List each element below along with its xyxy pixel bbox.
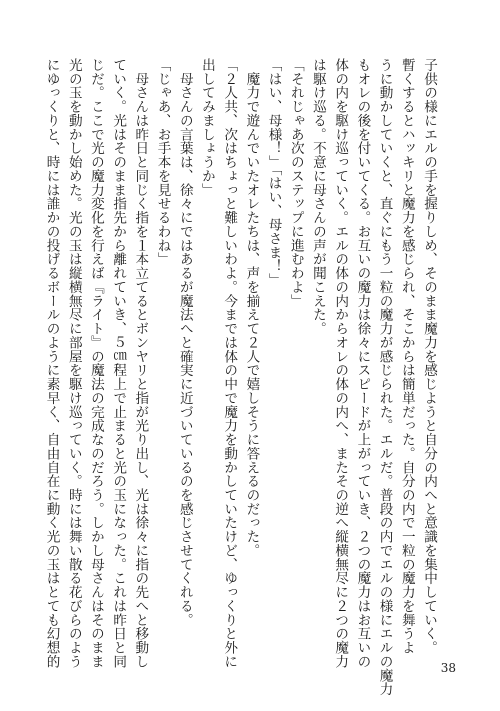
body-text xyxy=(40,58,440,697)
text-line-17: 光の玉を動かし始めた。光の玉は縦横無尽に部屋を駆け巡っていく。時には舞い散る花びらのよう xyxy=(65,58,82,669)
text-line-13: 「じゃあ、お手本を見せるわね」 xyxy=(154,58,171,267)
text-line-14: 母さんは昨日と同じく指を１本立てるとボンヤリと指が光り出し、光は徐々に指の先へと移動し xyxy=(132,58,149,669)
text-line-5: 体の内を駆け巡っていく。エルの体の内からオレの体の内へ、またその逆へ縦横無尽に２つの魔力 xyxy=(332,58,349,669)
text-line-3: うに動かしていくと、直ぐにもう一粒の魔力が感じられた。エルだ。普段の内でエルの様にエルの魔力 xyxy=(376,58,393,697)
text-line-16: じだ。ここで光の魔力変化を行えば『ライト』の魔法の完成なのだろう。しかし母さんはそのまま xyxy=(87,58,104,669)
text-line-2: 暫くするとハッキリと魔力を感じられ、そこからは簡単だった。自分の内で一粒の魔力を舞うよ xyxy=(398,58,415,655)
text-line-4: もオレの後を付いてくる。お互いの魔力は徐々にスピードが上がっていき、２つの魔力はお互いの xyxy=(354,58,371,669)
text-line-9: 魔力で遊んでいたオレたちは、声を揃えて２人で嬉しそうに答えるのだった。 xyxy=(243,58,260,558)
text-line-7: 「それじゃあ次のステップに進むわよ」 xyxy=(287,58,304,308)
text-line-11: 出してみましょうか」 xyxy=(198,58,215,197)
text-line-15: ていく。光はそのまま指先から離れていき、５㎝程上で止まると光の玉になった。これは昨日と同 xyxy=(110,58,127,669)
text-line-10: 「２人共、次はちょっと難しいわよ。今までは体の中で魔力を動かしていたけど、ゆっくりと外に xyxy=(221,58,238,669)
page-number: 38 xyxy=(440,661,456,675)
text-line-6: は駆け巡る。不意に母さんの声が聞こえた。 xyxy=(309,58,326,336)
text-line-18: にゆっくりと、時には誰かの投げるボールのように素早く、自由自在に動く光の玉はとても幻想的 xyxy=(43,58,60,669)
text-line-12: 母さんの言葉は、徐々にではあるが魔法へと確実に近づいているのを感じさせてくれる。 xyxy=(176,58,193,627)
text-line-1: 子供の様にエルの手を握りしめ、そのまま魔力を感じようと自分の内へと意識を集中していく。 xyxy=(421,58,437,655)
text-line-8: 「はい、母様！」「はい、母さま！」 xyxy=(265,58,282,288)
